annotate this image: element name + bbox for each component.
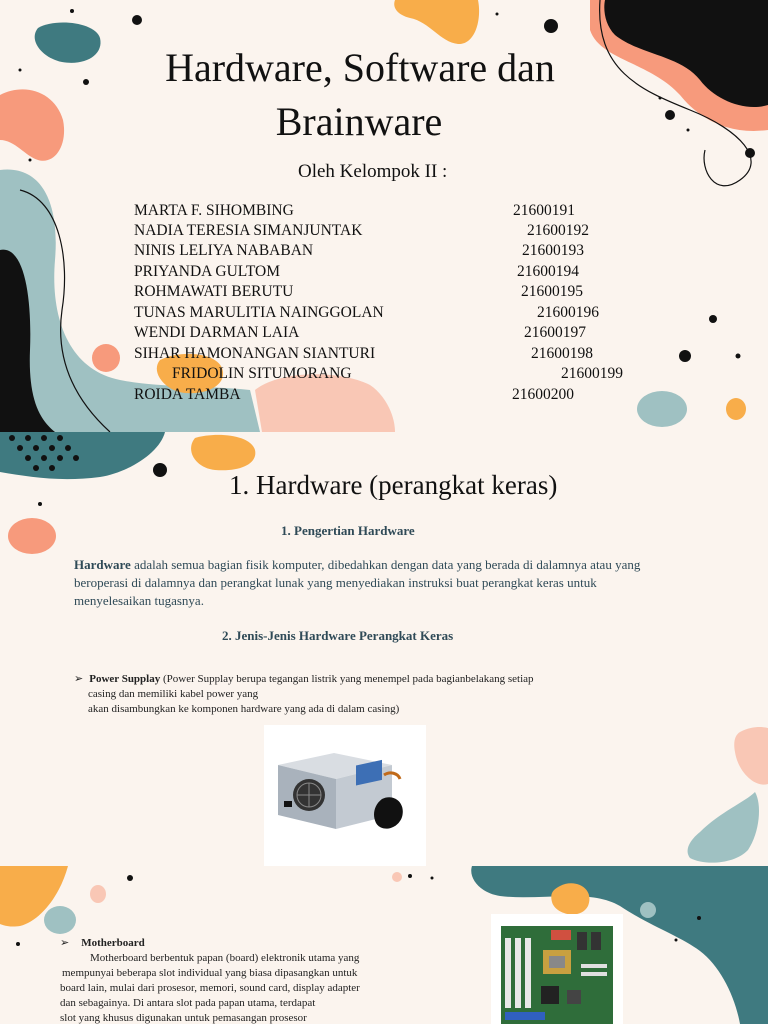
member-name: SIHAR HAMONANGAN SIANTURI [134,345,376,362]
member-name: FRIDOLIN SITUMORANG [172,365,352,382]
member-nim: 21600193 [522,242,584,259]
member-nim: 21600200 [512,386,574,403]
member-name: NADIA TERESIA SIMANJUNTAK [134,222,363,239]
definition-text: adalah semua bagian fisik komputer, dibedahkan dengan data yang berada di dalamnya atau yang beroperasi di dalamnya dan perangkat lunak yang menyediakan instruksi buat perangkat keras untuk menyelesaikan tugasnya. [74,557,641,608]
member-name: ROHMAWATI BERUTU [134,283,294,300]
item-line: Motherboard berbentuk papan (board) elektronik utama yang [90,952,360,964]
subsection-title: 2. Jenis-Jenis Hardware Perangkat Keras [222,628,454,643]
member-nim: 21600194 [517,263,579,280]
bullet-arrow-icon: ➢ [74,673,84,685]
member-name: WENDI DARMAN LAIA [134,324,300,341]
item-line-1: (Power Supplay berupa tegangan listrik yang menempel pada bagianbelakang setiap [160,673,534,685]
member-name: NINIS LELIYA NABABAN [134,242,314,259]
member-nim: 21600192 [527,222,589,239]
definition-paragraph [74,556,644,610]
subtitle: Oleh Kelompok II : [298,161,448,182]
item-term: Power Supplay [89,673,161,685]
psu-illustration [264,725,426,866]
member-name: PRIYANDA GULTOM [134,263,280,280]
slide-title [0,0,768,432]
item-term: Motherboard [81,937,145,949]
list-item [60,936,430,1024]
item-line-3: akan disambungkan ke komponen hardware yang ada di dalam casing) [88,703,400,715]
member-name: ROIDA TAMBA [134,386,241,403]
member-nim: 21600196 [537,304,599,321]
item-line: board lain, mulai dari prosesor, memori, sound card, display adapter [60,982,360,994]
member-nim: 21600191 [513,202,575,219]
slide-hardware [0,432,768,866]
slide-motherboard [0,866,768,1024]
page-title [0,46,720,144]
list-item [74,672,634,717]
member-nim: 21600198 [531,345,593,362]
item-line: dan sebagainya. Di antara slot pada papan utama, terdapat [60,997,316,1009]
item-line: mempunyai beberapa slot individual yang biasa dipasangkan untuk [62,967,358,979]
member-nim: 21600195 [521,283,583,300]
member-nim: 21600199 [561,365,623,382]
section-heading: 1. Hardware (perangkat keras) [229,470,558,500]
title-line-2: Brainware [275,99,443,144]
definition-term: Hardware [74,557,131,572]
member-name: TUNAS MARULITIA NAINGGOLAN [134,304,384,321]
title-line-1: Hardware, Software dan [165,45,555,90]
bullet-arrow-icon: ➢ [60,937,70,949]
subsection-title: 1. Pengertian Hardware [281,523,415,538]
item-line: slot yang khusus digunakan untuk pemasangan prosesor [60,1012,307,1024]
member-name: MARTA F. SIHOMBING [134,202,294,219]
item-line-2: casing dan memiliki kabel power yang [88,688,259,700]
motherboard-illustration [491,914,623,1024]
member-nim: 21600197 [524,324,586,341]
motherboard-image [491,914,623,1024]
power-supply-image [264,725,426,866]
